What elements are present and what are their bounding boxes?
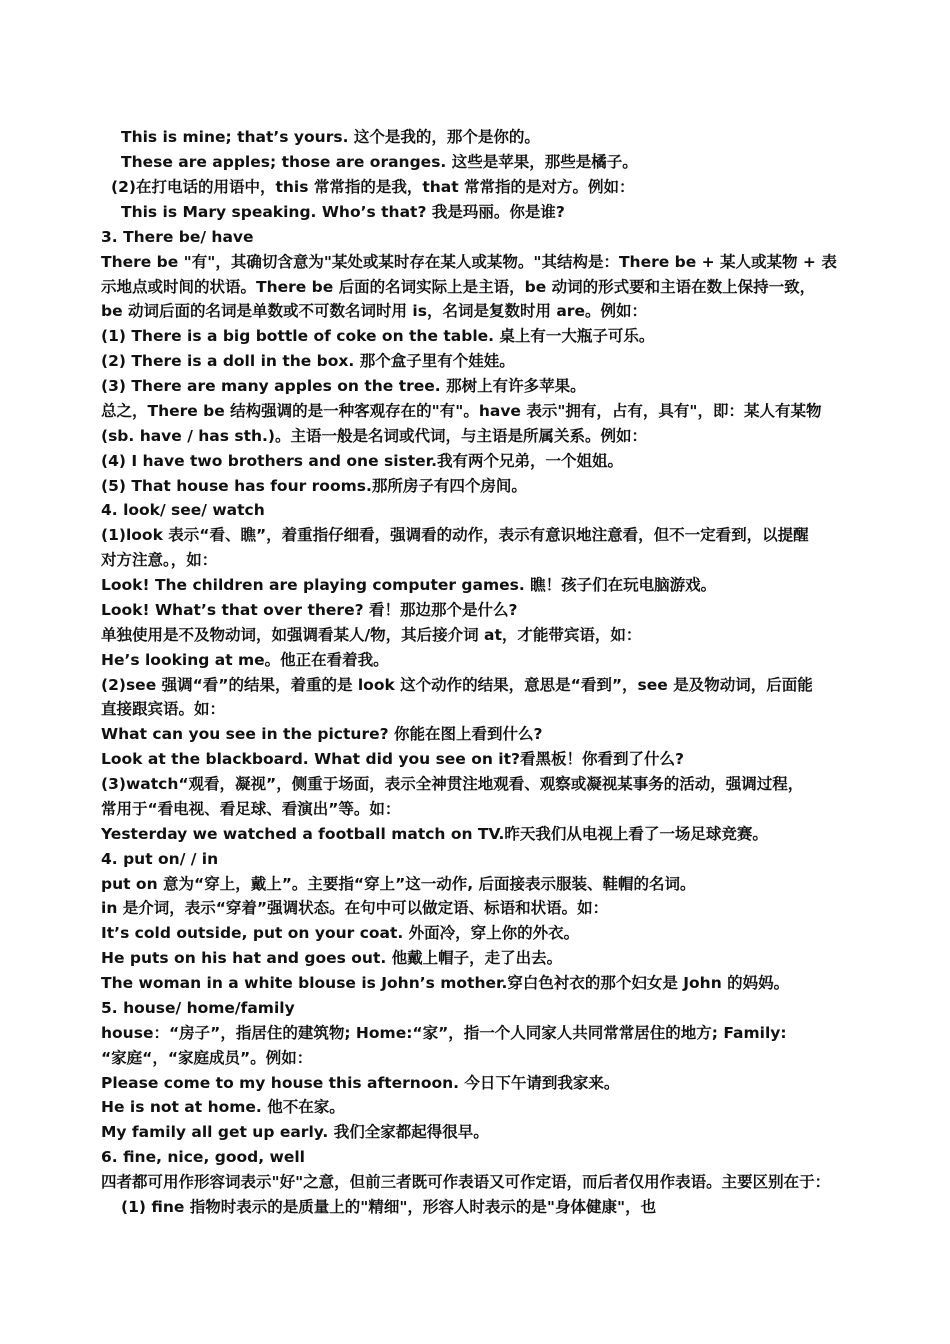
- text-line: These are apples; those are oranges. 这些是苹果，那些是橘子。: [121, 153, 638, 171]
- text-line: 常用于“看电视、看足球、看演出”等。如：: [101, 800, 401, 818]
- text-line: There be "有"，其确切含意为"某处或某时存在某人或某物。"其结构是：There be + 某人或某物 + 表: [101, 253, 837, 271]
- text-line: This is Mary speaking. Who’s that? 我是玛丽。你是谁?: [121, 203, 565, 221]
- text-line: (1) fine 指物时表示的是质量上的"精细"，形容人时表示的是"身体健康"，也: [121, 1198, 657, 1216]
- text-line: Please come to my house this afternoon. 今日下午请到我家来。: [101, 1074, 620, 1092]
- text-line: The woman in a white blouse is John’s mother.穿白色衬衣的那个妇女是 John 的妈妈。: [101, 974, 790, 992]
- text-line: This is mine; that’s yours. 这个是我的，那个是你的。: [121, 128, 540, 146]
- text-line: He’s looking at me。他正在看着我。: [101, 651, 389, 669]
- text-line: 直接跟宾语。如：: [101, 700, 226, 718]
- text-line: He puts on his hat and goes out. 他戴上帽子，走了出去。: [101, 949, 563, 967]
- section-heading: 4. put on/ / in: [101, 850, 219, 868]
- text-line: be 动词后面的名词是单数或不可数名词时用 is，名词是复数时用 are。例如：: [101, 302, 647, 320]
- text-line: 对方注意。，如：: [101, 551, 218, 569]
- text-line: “家庭“，“家庭成员”。例如：: [101, 1049, 313, 1067]
- text-line: (2)在打电话的用语中，this 常常指的是我，that 常常指的是对方。例如：: [111, 178, 635, 196]
- section-heading: 5. house/ home/family: [101, 999, 295, 1017]
- section-heading: 6. fine, nice, good, well: [101, 1148, 305, 1166]
- text-line: put on 意为“穿上，戴上”。主要指“穿上”这一动作, 后面接表示服装、鞋帽的名词。: [101, 875, 696, 893]
- text-line: (1)look 表示“看、瞧”，着重指仔细看，强调看的动作，表示有意识地注意看，但不一定看到，以提醒: [101, 526, 809, 544]
- text-line: (2)see 强调“看”的结果，着重的是 look 这个动作的结果，意思是“看到”，see 是及物动词，后面能: [101, 676, 813, 694]
- text-line: (sb. have / has sth.)。主语一般是名词或代词，与主语是所属关系。例如：: [101, 427, 648, 445]
- text-line: 总之，There be 结构强调的是一种客观存在的"有"。have 表示"拥有，占有，具有"，即：某人有某物: [101, 402, 822, 420]
- text-line: 单独使用是不及物动词，如强调看某人/物，其后接介词 at，才能带宾语，如：: [101, 626, 642, 644]
- text-line: (5) That house has four rooms.那所房子有四个房间。: [101, 477, 527, 495]
- text-line: (3)watch“观看，凝视”，侧重于场面，表示全神贯注地观看、观察或凝视某事务的活动，强调过程，: [101, 775, 804, 793]
- text-line: in 是介词，表示“穿着”强调状态。在句中可以做定语、标语和状语。如：: [101, 899, 609, 917]
- text-line: (3) There are many apples on the tree. 那树上有许多苹果。: [101, 377, 586, 395]
- text-line: It’s cold outside, put on your coat. 外面冷，穿上你的外衣。: [101, 924, 580, 942]
- text-line: Yesterday we watched a football match on TV.昨天我们从电视上看了一场足球竞赛。: [101, 825, 768, 843]
- text-line: Look! What’s that over there? 看！那边那个是什么?: [101, 601, 518, 619]
- section-heading: 4. look/ see/ watch: [101, 501, 265, 519]
- text-line: (1) There is a big bottle of coke on the table. 桌上有一大瓶子可乐。: [101, 327, 655, 345]
- text-line: My family all get up early. 我们全家都起得很早。: [101, 1123, 489, 1141]
- text-line: Look! The children are playing computer games. 瞧！孩子们在玩电脑游戏。: [101, 576, 717, 594]
- text-line: What can you see in the picture? 你能在图上看到什么?: [101, 725, 543, 743]
- text-line: He is not at home. 他不在家。: [101, 1098, 345, 1116]
- text-line: (2) There is a doll in the box. 那个盒子里有个娃娃。: [101, 352, 515, 370]
- text-line: house：“房子”，指居住的建筑物; Home:“家”，指一个人同家人共同常常居住的地方; Family:: [101, 1024, 787, 1042]
- text-line: 示地点或时间的状语。There be 后面的名词实际上是主语，be 动词的形式要和主语在数上保持一致，: [101, 278, 816, 296]
- text-line: Look at the blackboard. What did you see on it?看黑板！你看到了什么?: [101, 750, 684, 768]
- text-line: 四者都可用作形容词表示"好"之意，但前三者既可作表语又可作定语，而后者仅用作表语。主要区别在于：: [101, 1173, 831, 1191]
- section-heading: 3. There be/ have: [101, 228, 254, 246]
- text-line: (4) I have two brothers and one sister.我有两个兄弟，一个姐姐。: [101, 452, 623, 470]
